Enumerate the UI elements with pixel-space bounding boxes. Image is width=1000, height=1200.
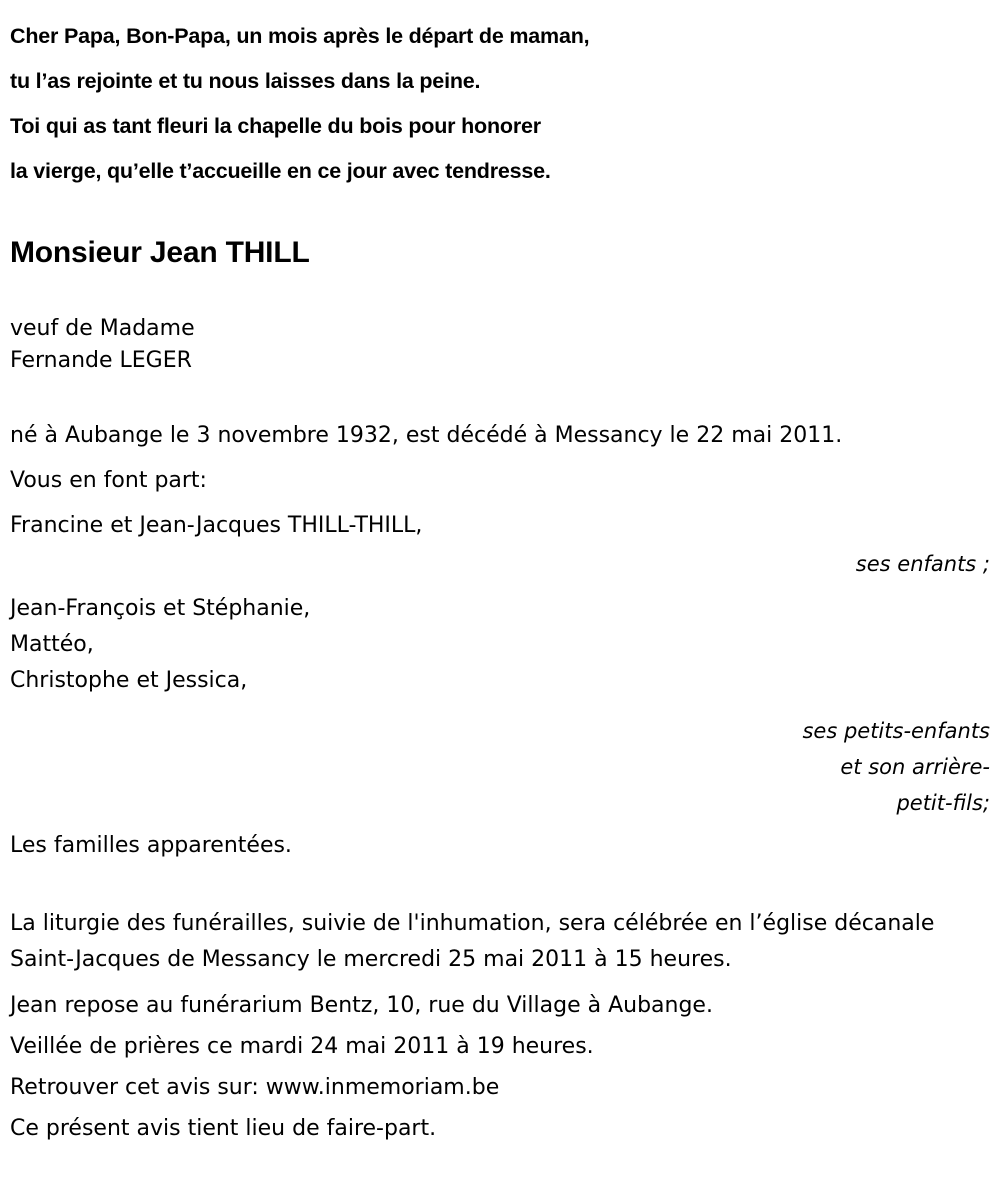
- grandchildren-role-label: ses petits-enfants: [802, 719, 990, 743]
- grandchild-name: Christophe et Jessica,: [10, 668, 248, 693]
- prayer-vigil-line: Veillée de prières ce mardi 24 mai 2011 à 19 heures.: [10, 1034, 594, 1059]
- announcement-intro: Vous en font part:: [10, 468, 207, 493]
- spouse-block: [10, 313, 990, 377]
- grandchildren-role-block: [10, 713, 990, 821]
- grandchildren-role-label: et son arrière-: [840, 755, 990, 779]
- poem-line: tu l’as rejointe et tu nous laisses dans la peine.: [10, 69, 481, 93]
- deceased-name: Monsieur Jean THILL: [10, 236, 310, 269]
- relatives-line: Les familles apparentées.: [10, 833, 292, 858]
- grandchild-name: Jean-François et Stéphanie,: [10, 596, 311, 621]
- memorial-poem: [10, 0, 990, 194]
- ceremony-details: La liturgie des funérailles, suivie de l'inhumation, sera célébrée en l’église décanale Saint-Jacques de Messancy le mercredi 25 mai 2011 à 15 heures.: [10, 911, 935, 972]
- children-name: Francine et Jean-Jacques THILL-THILL,: [10, 513, 423, 538]
- faire-part-line: Ce présent avis tient lieu de faire-part.: [10, 1116, 437, 1141]
- grandchild-name: Mattéo,: [10, 632, 94, 657]
- poem-line: Cher Papa, Bon-Papa, un mois après le départ de maman,: [10, 24, 590, 48]
- spouse-relation: veuf de Madame: [10, 316, 195, 341]
- birth-death-line: né à Aubange le 3 novembre 1932, est décédé à Messancy le 22 mai 2011.: [10, 423, 843, 448]
- grandchildren-block: [10, 591, 990, 699]
- grandchildren-role-label: petit-fils;: [896, 791, 990, 815]
- spouse-name: Fernande LEGER: [10, 348, 192, 373]
- website-line: Retrouver cet avis sur: www.inmemoriam.be: [10, 1075, 500, 1100]
- poem-line: la vierge, qu’elle t’accueille en ce jour avec tendresse.: [10, 159, 551, 183]
- poem-line: Toi qui as tant fleuri la chapelle du bois pour honorer: [10, 114, 541, 138]
- resting-place-line: Jean repose au funérarium Bentz, 10, rue du Village à Aubange.: [10, 993, 713, 1018]
- children-role-label: ses enfants ;: [855, 552, 990, 576]
